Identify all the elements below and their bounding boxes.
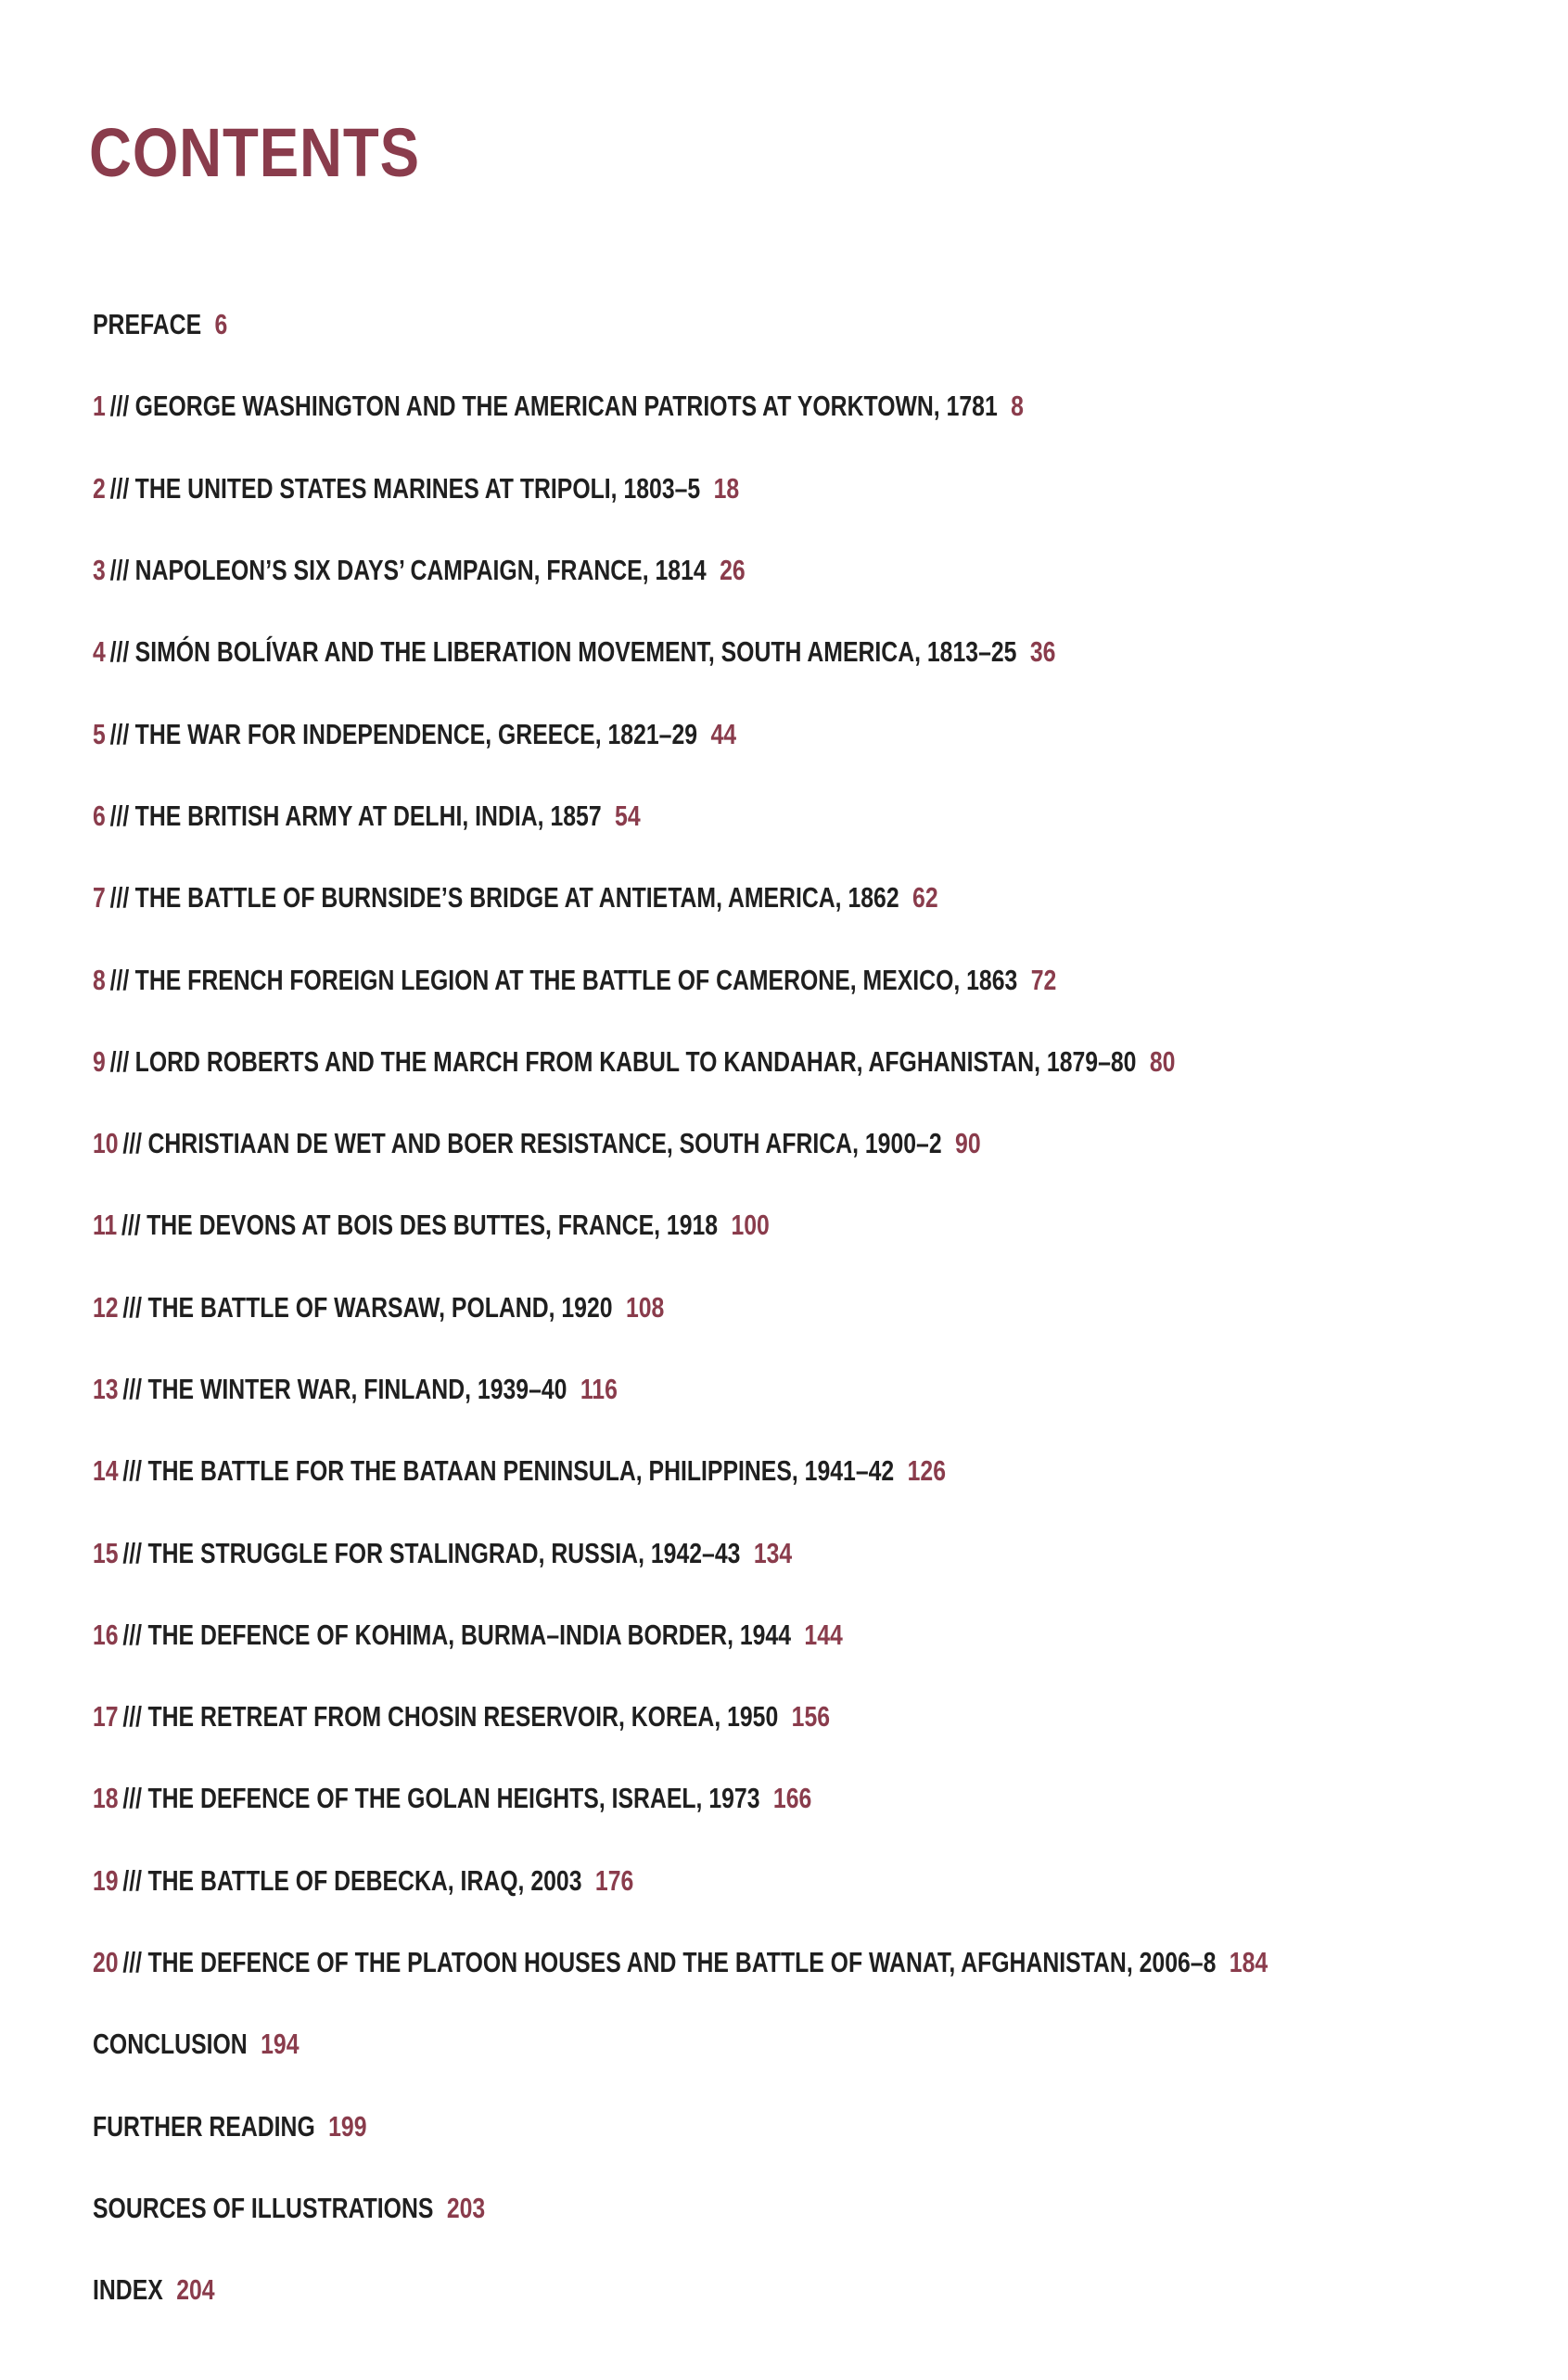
chapter-separator: /// [109,471,130,505]
toc-page-number: 156 [791,1700,831,1734]
toc-entry-label: INDEX [93,2273,163,2307]
toc-entry-label: PREFACE [93,308,202,341]
toc-page-number: 36 [1029,635,1056,669]
chapter-number: 4 [93,635,106,669]
toc-page-number: 44 [710,717,737,750]
chapter-separator: /// [109,963,130,996]
chapter-title: THE RETREAT FROM CHOSIN RESERVOIR, KOREA, 1950 [147,1700,779,1734]
chapter-separator: /// [122,1782,143,1815]
chapter-number: 16 [93,1618,119,1651]
chapter-title: GEORGE WASHINGTON AND THE AMERICAN PATRIOTS AT YORKTOWN, 1781 [134,390,998,423]
chapter-number: 17 [93,1700,119,1734]
chapter-title: THE BRITISH ARMY AT DELHI, INDIA, 1857 [134,799,602,832]
toc-entry-conclusion [93,2003,1539,2085]
chapter-number: 19 [93,1863,119,1897]
toc-page-number: 166 [772,1782,812,1815]
chapter-title: THE UNITED STATES MARINES AT TRIPOLI, 1803–5 [134,471,701,505]
chapter-separator: /// [109,799,130,832]
toc-entry-preface [93,284,1539,365]
chapter-separator: /// [122,1290,143,1324]
toc-page-number: 204 [176,2273,215,2307]
chapter-title: THE DEFENCE OF THE PLATOON HOUSES AND THE BATTLE OF WANAT, AFGHANISTAN, 2006–8 [147,1946,1217,1979]
chapter-separator: /// [122,1127,143,1160]
chapter-separator: /// [122,1946,143,1979]
toc-page-number: 18 [713,471,740,505]
toc-chapter-11 [93,1184,1539,1266]
toc-chapter-1 [93,365,1539,447]
toc-page-number: 176 [594,1863,634,1897]
toc-page-number: 62 [912,881,938,915]
toc-chapter-18 [93,1758,1539,1839]
chapter-title: THE BATTLE OF WARSAW, POLAND, 1920 [147,1290,613,1324]
chapter-separator: /// [109,881,130,915]
toc-entry-index [93,2249,1539,2331]
toc-page-number: 134 [753,1536,793,1569]
toc-chapter-10 [93,1103,1539,1184]
chapter-separator: /// [122,1373,143,1405]
chapter-title: THE WAR FOR INDEPENDENCE, GREECE, 1821–29 [134,717,698,750]
toc-page-number: 90 [955,1127,981,1160]
chapter-separator: /// [122,1863,143,1897]
chapter-number: 11 [93,1209,118,1242]
toc-page-number: 72 [1030,963,1057,996]
toc-chapter-6 [93,775,1539,857]
toc-page-number: 144 [804,1618,843,1651]
chapter-separator: /// [109,390,130,423]
chapter-title: THE FRENCH FOREIGN LEGION AT THE BATTLE OF CAMERONE, MEXICO, 1863 [134,963,1018,996]
chapter-number: 18 [93,1782,119,1815]
toc-chapter-17 [93,1676,1539,1758]
toc-chapter-3 [93,530,1539,611]
toc-chapter-12 [93,1267,1539,1349]
chapter-title: THE STRUGGLE FOR STALINGRAD, RUSSIA, 1942–43 [147,1536,741,1569]
chapter-number: 5 [93,717,106,750]
chapter-number: 2 [93,471,106,505]
chapter-title: THE BATTLE FOR THE BATAAN PENINSULA, PHILIPPINES, 1941–42 [147,1454,895,1488]
chapter-number: 12 [93,1290,119,1324]
toc-chapter-8 [93,939,1539,1020]
chapter-title: LORD ROBERTS AND THE MARCH FROM KABUL TO KANDAHAR, AFGHANISTAN, 1879–80 [134,1044,1137,1078]
toc-page-number: 100 [731,1209,770,1242]
toc-entry-further-reading [93,2086,1539,2168]
chapter-number: 20 [93,1946,119,1979]
chapter-number: 3 [93,554,106,587]
toc-chapter-5 [93,693,1539,774]
chapter-separator: /// [109,554,130,587]
chapter-separator: /// [109,717,130,750]
toc-chapter-7 [93,857,1539,939]
chapter-title: THE DEFENCE OF THE GOLAN HEIGHTS, ISRAEL, 1973 [147,1782,760,1815]
chapter-number: 1 [93,390,106,423]
chapter-separator: /// [122,1536,143,1569]
toc-chapter-16 [93,1594,1539,1676]
chapter-separator: /// [121,1209,141,1242]
toc-page-number: 80 [1149,1044,1176,1078]
chapter-number: 6 [93,799,106,832]
toc-chapter-13 [93,1349,1539,1430]
toc-chapter-9 [93,1021,1539,1103]
chapter-title: THE BATTLE OF BURNSIDE’S BRIDGE AT ANTIETAM, AMERICA, 1862 [134,881,899,915]
toc-page-number: 108 [625,1290,665,1324]
chapter-number: 15 [93,1536,119,1569]
toc-page-number: 54 [615,799,641,832]
toc-page-number: 203 [446,2191,486,2224]
chapter-separator: /// [109,635,130,669]
toc-chapter-20 [93,1922,1539,2003]
chapter-title: SIMÓN BOLÍVAR AND THE LIBERATION MOVEMENT, SOUTH AMERICA, 1813–25 [134,635,1017,669]
chapter-separator: /// [122,1618,143,1651]
toc-page-number: 26 [720,554,746,587]
chapter-title: THE DEVONS AT BOIS DES BUTTES, FRANCE, 1918 [147,1209,719,1242]
toc-chapter-4 [93,611,1539,693]
page-title: CONTENTS [89,114,420,191]
toc-page-number: 6 [214,308,228,341]
chapter-number: 7 [93,881,106,915]
toc-entry-label: FURTHER READING [93,2109,315,2143]
toc-page-number: 194 [261,2028,300,2061]
toc-entry-label: CONCLUSION [93,2028,248,2061]
table-of-contents [93,284,1539,2331]
toc-chapter-2 [93,448,1539,530]
chapter-number: 9 [93,1044,106,1078]
chapter-separator: /// [109,1044,130,1078]
chapter-number: 13 [93,1373,119,1405]
chapter-separator: /// [122,1454,143,1488]
chapter-number: 10 [93,1127,119,1160]
chapter-title: CHRISTIAAN DE WET AND BOER RESISTANCE, SOUTH AFRICA, 1900–2 [147,1127,942,1160]
toc-chapter-14 [93,1430,1539,1512]
chapter-title: NAPOLEON’S SIX DAYS’ CAMPAIGN, FRANCE, 1814 [134,554,707,587]
chapter-number: 14 [93,1454,119,1488]
toc-page-number: 126 [907,1454,946,1488]
toc-page-number: 8 [1011,390,1024,423]
chapter-title: THE BATTLE OF DEBECKA, IRAQ, 2003 [147,1863,582,1897]
toc-page-number: 184 [1229,1946,1268,1979]
toc-page-number: 116 [580,1373,618,1405]
chapter-number: 8 [93,963,106,996]
chapter-title: THE WINTER WAR, FINLAND, 1939–40 [147,1373,567,1405]
chapter-title: THE DEFENCE OF KOHIMA, BURMA–INDIA BORDER, 1944 [147,1618,792,1651]
chapter-separator: /// [122,1700,143,1734]
toc-entry-label: SOURCES OF ILLUSTRATIONS [93,2191,434,2224]
toc-entry-sources-of-illustrations [93,2168,1539,2249]
toc-chapter-15 [93,1512,1539,1593]
toc-chapter-19 [93,1840,1539,1922]
toc-page-number: 199 [328,2109,367,2143]
